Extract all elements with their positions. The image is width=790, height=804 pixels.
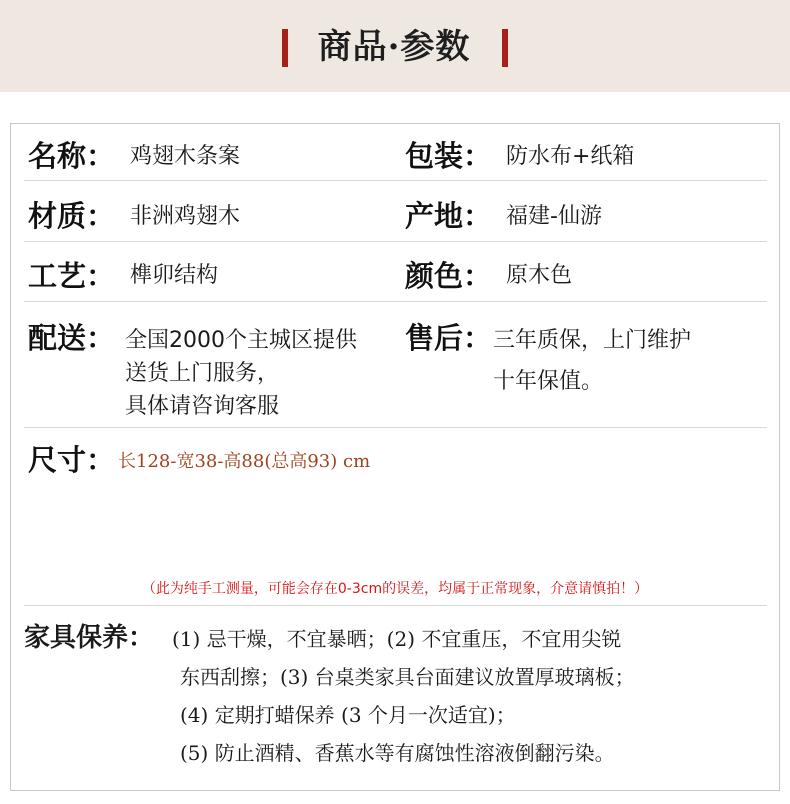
row-divider [24,180,767,181]
craft-label: 工艺： [28,259,116,293]
origin-value: 福建-仙游 [506,204,602,229]
delivery-line: 具体请咨询客服 [125,394,280,419]
size-value: 长128-宽38-高88(总高93) cm [118,451,371,472]
care-line: (1) 忌干燥，不宜暴晒；(2) 不宜重压，不宜用尖锐 [172,627,622,651]
package-value: 防水布+纸箱 [506,144,635,169]
page-title: 商品·参数 [317,27,471,67]
row-divider [24,301,767,302]
row-divider [24,605,767,606]
name-value: 鸡翅木条案 [130,144,241,169]
title-accent-bar-left [282,29,288,67]
care-line: 东西刮擦；(3) 台桌类家具台面建议放置厚玻璃板； [180,665,635,689]
size-label: 尺寸： [28,443,116,477]
package-label: 包装： [405,139,493,173]
material-value: 非洲鸡翅木 [130,204,241,229]
header-banner [0,0,790,92]
aftersale-label: 售后： [405,321,493,355]
delivery-line: 全国2000个主城区提供 [125,328,357,353]
color-value: 原木色 [506,263,573,288]
row-divider [24,427,767,428]
origin-label: 产地： [405,199,493,233]
delivery-label: 配送： [28,321,116,355]
title-accent-bar-right [502,29,508,67]
care-line: (5) 防止酒精、香蕉水等有腐蚀性溶液倒翻污染。 [180,741,615,765]
name-label: 名称： [28,139,116,173]
aftersale-line: 三年质保，上门维护 [493,328,692,353]
row-divider [24,241,767,242]
color-label: 颜色： [405,259,493,293]
material-label: 材质： [28,199,116,233]
aftersale-line: 十年保值。 [493,369,604,394]
craft-value: 榫卯结构 [130,263,219,288]
delivery-line: 送货上门服务， [125,361,280,386]
care-label: 家具保养： [24,623,155,653]
measurement-notice: （此为纯手工测量，可能会存在0-3cm的误差，均属于正常现象，介意请慎拍！） [141,581,649,597]
care-line: (4) 定期打蜡保养 (3 个月一次适宜)； [180,703,516,727]
